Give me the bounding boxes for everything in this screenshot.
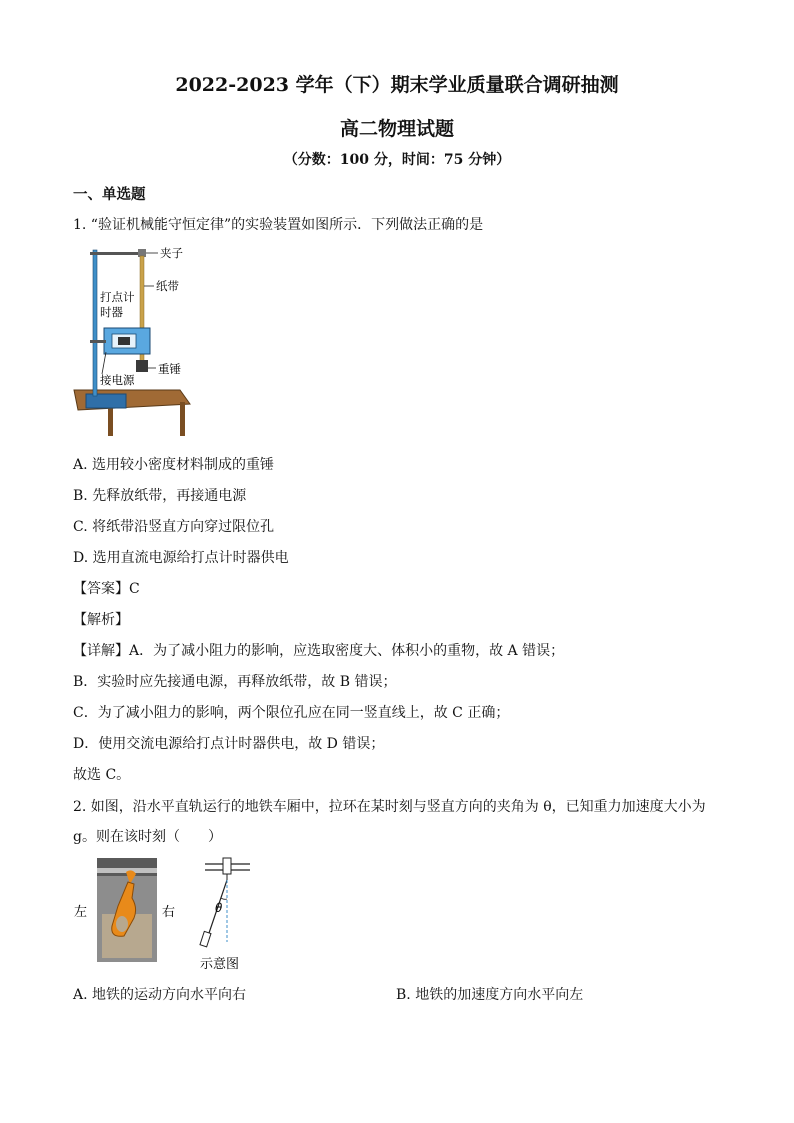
q1-analysis-label: 【解析】 (73, 612, 129, 628)
label-right: 右 (162, 905, 176, 920)
label-weight: 重锤 (158, 362, 181, 376)
q1-answer: 【答案】C (73, 581, 140, 597)
table-leg (180, 402, 185, 436)
q1-detail-b: B．实验时应先接通电源，再释放纸带，故 B 错误； (73, 674, 397, 690)
q1-detail-c: C．为了减小阻力的影响，两个限位孔应在同一竖直线上，故 C 正确； (73, 705, 510, 721)
label-diagram: 示意图 (200, 957, 240, 972)
q2-option-a: A. 地铁的运动方向水平向右 (73, 987, 247, 1003)
label-theta: θ (215, 901, 223, 915)
label-timer-line1: 打点计 (100, 290, 135, 304)
q2-option-b: B. 地铁的加速度方向水平向左 (396, 987, 584, 1003)
q1-conclusion: 故选 C。 (73, 767, 131, 783)
weight (136, 360, 148, 372)
q2-stem-line1: 2. 如图，沿水平直轨运行的地铁车厢中，拉环在某时刻与竖直方向的夹角为 θ，已知重力加速度大小为 (73, 799, 706, 815)
label-clip: 夹子 (160, 246, 183, 260)
clamp-arm (90, 252, 146, 255)
ring-handle (200, 931, 211, 946)
section-heading-single-choice: 一、单选题 (73, 186, 146, 203)
stand-base (86, 394, 126, 408)
q1-detail-a: 【详解】A．为了减小阻力的影响，应选取密度大、体积小的重物，故 A 错误； (73, 643, 565, 659)
q1-option-d: D. 选用直流电源给打点计时器供电 (73, 550, 289, 566)
q2-stem-line2: g。则在该时刻（ ） (73, 829, 222, 845)
label-left: 左 (74, 905, 88, 920)
paper-score-time: （分数：100 分，时间：75 分钟） (283, 152, 511, 168)
paper-subject-title: 高二物理试题 (339, 118, 454, 140)
label-power: 接电源 (100, 373, 135, 387)
paper-title: 2022-2023 学年（下）期末学业质量联合调研抽测 (175, 74, 619, 96)
label-tape: 纸带 (156, 279, 179, 293)
stand-rod (93, 250, 97, 396)
q1-apparatus-figure (72, 242, 202, 442)
q2-figure (72, 854, 262, 976)
q1-option-a: A. 选用较小密度材料制成的重锤 (73, 457, 275, 473)
label-timer-line2: 时器 (100, 305, 123, 319)
q1-stem: 1. “验证机械能守恒定律”的实验装置如图所示．下列做法正确的是 (73, 217, 484, 233)
q1-option-c: C. 将纸带沿竖直方向穿过限位孔 (73, 519, 275, 535)
q1-detail-d: D．使用交流电源给打点计时器供电，故 D 错误； (73, 736, 385, 752)
q1-option-b: B. 先释放纸带，再接通电源 (73, 488, 247, 504)
